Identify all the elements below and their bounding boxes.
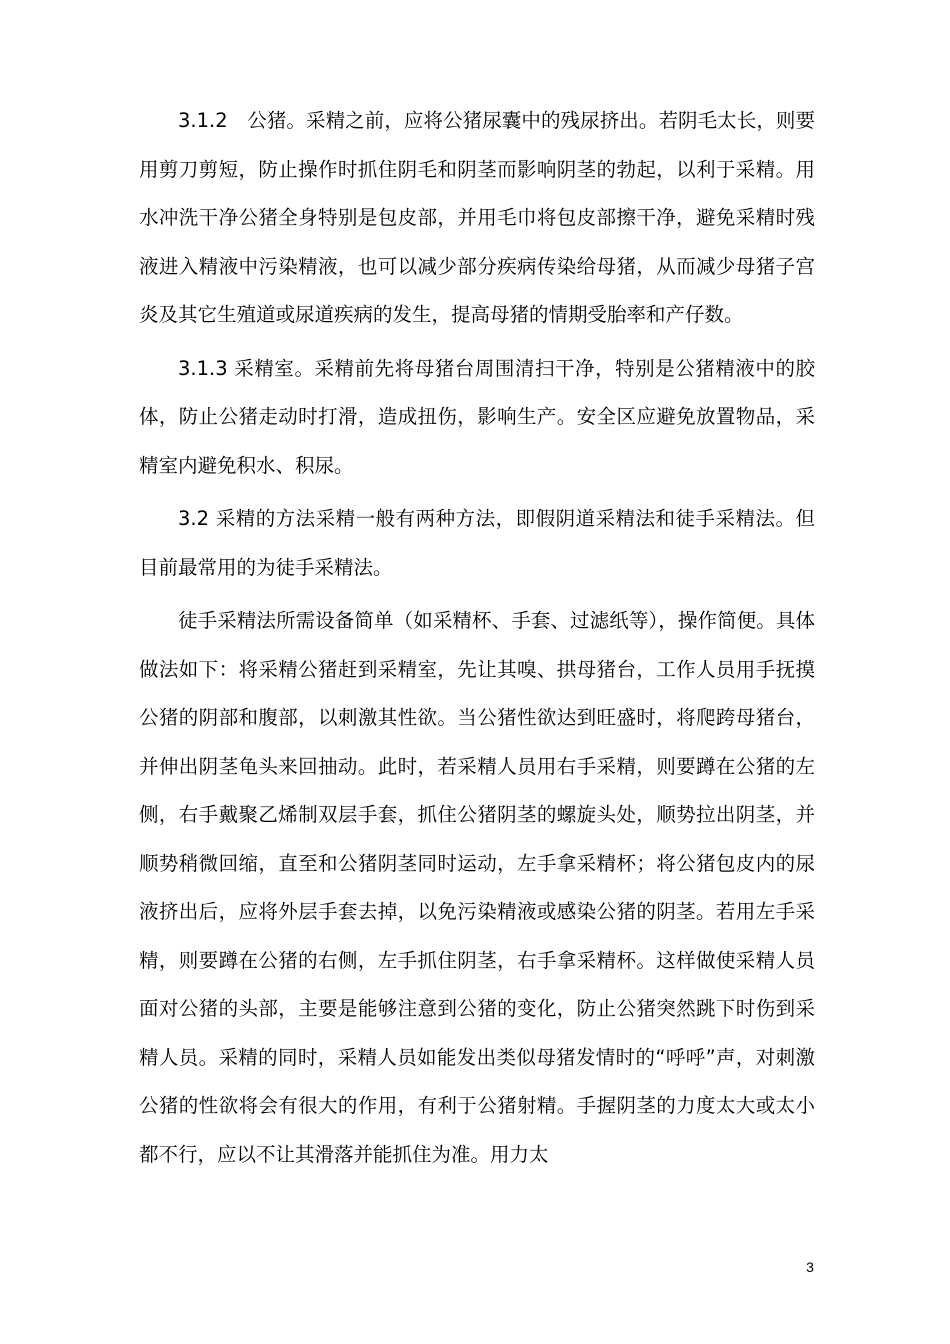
document-body — [139, 97, 815, 1179]
paragraph-collection-room: 3.1.3 采精室。采精前先将母猪台周围清扫干净，特别是公猪精液中的胶体，防止公猪走动时打滑，造成扭伤，影响生产。安全区应避免放置物品，采精室内避免积水、积尿。 — [139, 356, 815, 477]
paragraph-collection-methods: 3.2 采精的方法采精一般有两种方法，即假阴道采精法和徒手采精法。但目前最常用的为徒手采精法。 — [139, 507, 815, 579]
paragraph-manual-collection: 徒手采精法所需设备简单（如采精杯、手套、过滤纸等），操作简便。具体做法如下：将采精公猪赶到采精室，先让其嗅、拱母猪台，工作人员用手抚摸公猪的阴部和腹部，以刺激其性欲。当公猪性欲达到旺盛时，将爬跨母猪台，并伸出阴茎龟头来回抽动。此时，若采精人员用右手采精，则要蹲在公猪的左侧，右手戴聚乙烯制双层手套，抓住公猪阴茎的螺旋头处，顺势拉出阴茎，并顺势稍微回缩，直至和公猪阴茎同时运动，左手拿采精杯；将公猪包皮内的尿液挤出后，应将外层手套去掉，以免污染精液或感染公猪的阴茎。若用左手采精，则要蹲在公猪的右侧，左手抓住阴茎，右手拿采精杯。这样做使采精人员面对公猪的头部，主要是能够注意到公猪的变化，防止公猪突然跳下时伤到采精人员。采精的同时，采精人员如能发出类似母猪发情时的“呼呼”声，对刺激公猪的性欲将会有很大的作用，有利于公猪射精。手握阴茎的力度太大或太小都不行，应以不让其滑落并能抓住为准。用力太 — [139, 609, 815, 1166]
paragraph-boar-preparation: 3.1.2 公猪。采精之前，应将公猪尿囊中的残尿挤出。若阴毛太长，则要用剪刀剪短，防止操作时抓住阴毛和阴茎而影响阴茎的勃起，以利于采精。用水冲洗干净公猪全身特别是包皮部，并用毛巾将包皮部擦干净，避免采精时残液进入精液中污染精液，也可以减少部分疾病传染给母猪，从而减少母猪子宫炎及其它生殖道或尿道疾病的发生，提高母猪的情期受胎率和产仔数。 — [139, 109, 815, 326]
page-number: 3 — [806, 1259, 814, 1275]
